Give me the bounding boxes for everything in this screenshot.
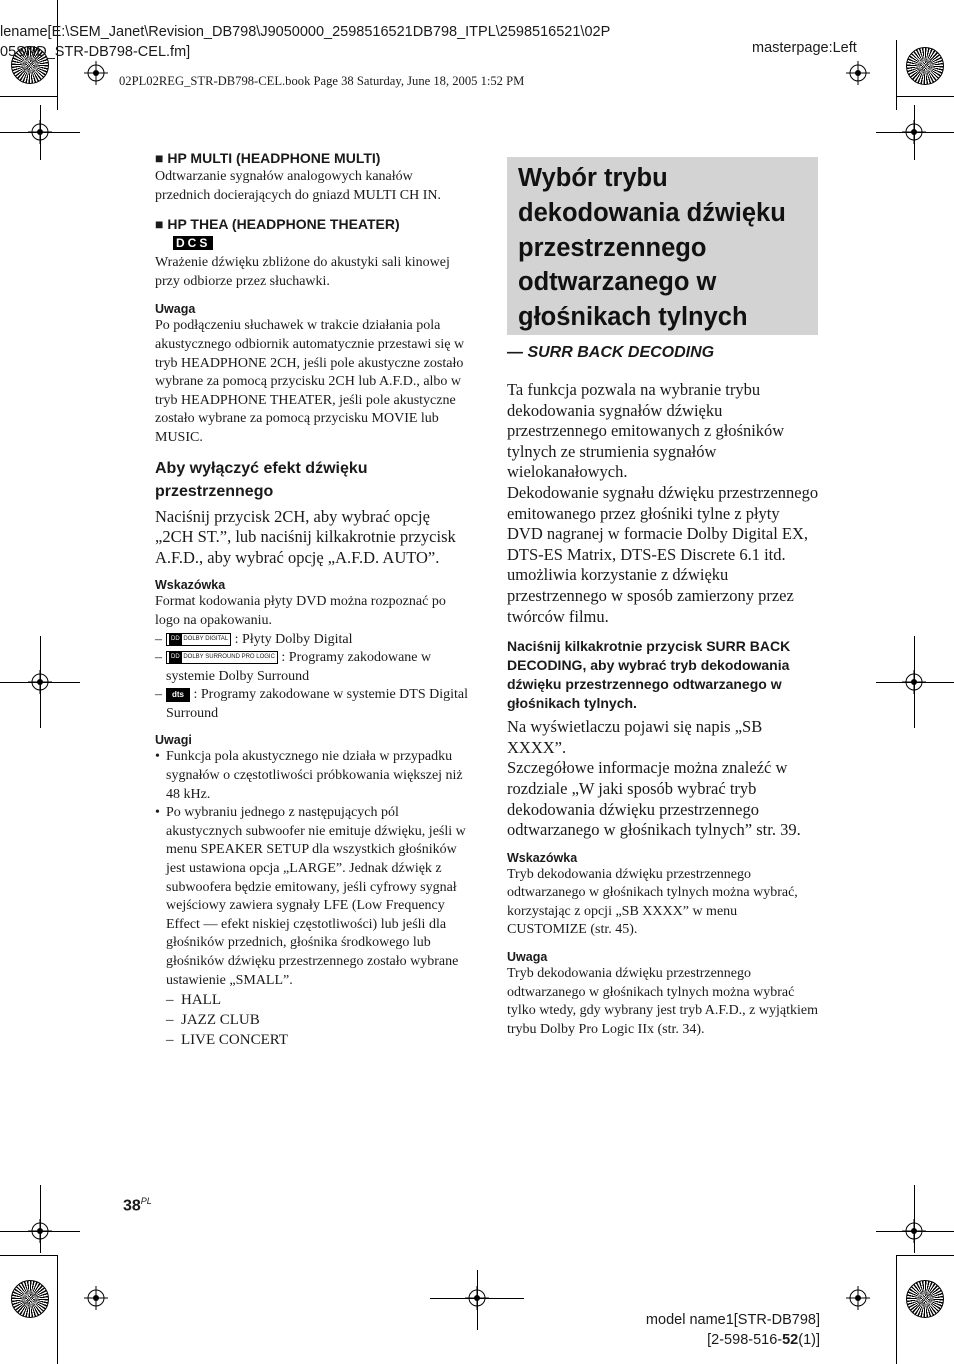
registration-crosshair-icon <box>846 1286 870 1310</box>
registration-crosshair-icon <box>84 61 108 85</box>
book-info: 02PL02REG_STR-DB798-CEL.book Page 38 Saturday, June 18, 2005 1:52 PM <box>119 74 525 88</box>
dts-logo-icon: dts <box>166 688 190 702</box>
page-number: $38^{PL}$ <box>123 1196 152 1215</box>
filename-line-2: 05SND_STR-DB798-CEL.fm] <box>0 44 191 60</box>
disable-surround-text: Naciśnij przycisk 2CH, aby wybrać opcję „2CH ST.”, lub naciśnij kilkakrotnie przycisk A.F.D., aby wybrać opcję „A.F.D. AUTO”. <box>155 506 456 567</box>
hp-multi-text: Odtwarzanie sygnałów analogowych kanałów przednich docierających do gniazd MULTI CH IN. <box>155 169 441 203</box>
dolby-surround-logo-icon: DD DOLBY SURROUND PRO LOGIC <box>166 651 278 664</box>
section-subtitle: — SURR BACK DECODING <box>507 344 715 361</box>
dcs-badge: DCS <box>173 236 213 250</box>
wskazowka-text: Format kodowania płyty DVD można rozpoznać po logo na opakowaniu. <box>155 594 446 628</box>
wskazowka-heading: Wskazówka <box>507 850 578 865</box>
list-item: – HALL <box>166 992 221 1009</box>
uwaga-text: Po podłączeniu słuchawek w trakcie działania pola akustycznego odbiornik automatycznie przestawi się w tryb HEADPHONE 2CH, jeśli pole akustyczne zostało wybrane za pomocą przycisku 2CH lub A.F.D., albo w tryb HEADPHONE THEATER, jeśli pole akustyczne zostało wybrane za pomocą przycisku MOVIE lub MUSIC. <box>155 318 465 445</box>
list-item: • Po wybraniu jednego z następujących pól akustycznych subwoofer nie emituje dźwięku, jeśli w menu SPEAKER SETUP dla wszystkich głośników jest ustawiona opcja „LARGE”. Jednak dźwięk z subwoofera będzie emitowany, jeśli cyfrowy sygnał wejściowy zawiera sygnały LFE (Low Frequency Effect — efekt niskiej częstotliwości) lub jeśli dla głośników przednich, głośnika środkowego lub głośników dźwięku przestrzennego zostało wybrane ustawienie „SMALL”. <box>155 804 470 990</box>
list-item: – DD DOLBY SURROUND PRO LOGIC : Programy zakodowane w systemie Dolby Surround <box>155 650 432 684</box>
registration-crosshair-icon <box>846 61 870 85</box>
instruction-step: Naciśnij kilkakrotnie przycisk SURR BACK DECODING, aby wybrać tryb dekodowania dźwięku przestrzennego odtwarzanego w głośnikach tylnych. <box>507 638 791 712</box>
model-line-2: [2-598-516-52(1)] <box>707 1332 820 1348</box>
registration-crosshair-icon <box>84 1286 108 1310</box>
masterpage-label: masterpage:Left <box>752 40 857 56</box>
model-line-1: model name1[STR-DB798] <box>645 1312 820 1328</box>
uwaga-heading: Uwaga <box>155 302 196 317</box>
sound-field-list <box>155 990 470 1050</box>
display-paragraph: Na wyświetlaczu pojawi się napis „SB XXXX”. <box>507 717 763 757</box>
uwagi-list <box>155 748 470 990</box>
uwagi-heading: Uwagi <box>155 733 192 748</box>
hp-thea-heading: ■ HP THEA (HEADPHONE THEATER) <box>155 216 400 233</box>
list-item: – DD DOLBY DIGITAL : Płyty Dolby Digital <box>155 631 353 647</box>
wskazowka-heading: Wskazówka <box>155 578 226 593</box>
model-info <box>646 1310 820 1350</box>
list-item: – dts : Programy zakodowane w systemie DTS Digital Surround <box>155 687 469 721</box>
hp-thea-text: Wrażenie dźwięku zbliżone do akustyki sali kinowej przy odbiorze przez słuchawki. <box>155 255 450 289</box>
list-item: – JAZZ CLUB <box>166 1012 260 1029</box>
registration-rosette-icon <box>906 1280 944 1318</box>
intro-paragraph: Ta funkcja pozwala na wybranie trybu dekodowania sygnałów dźwięku przestrzennego emitowanych z głośników tylnych ze strumienia sygnałów wielokanałowych. <box>507 380 785 482</box>
registration-rosette-icon <box>906 47 944 85</box>
decoding-paragraph: Dekodowanie sygnału dźwięku przestrzennego emitowanego przez głośniki tylne z płyty DVD nagranej w formacie Dolby Digital EX, DTS-ES Matrix, DTS-ES Discrete 6.1 itd. umożliwia korzystanie z dźwięku przestrzennego w sposób zamierzony przez twórców filmu. <box>507 482 819 626</box>
uwaga-heading: Uwaga <box>507 950 548 965</box>
list-item: – LIVE CONCERT <box>166 1032 289 1049</box>
list-item: • Funkcja pola akustycznego nie działa w przypadku sygnałów o częstotliwości próbkowania większej niż 48 kHz. <box>155 748 470 804</box>
right-column <box>507 343 819 1039</box>
wskazowka-text: Tryb dekodowania dźwięku przestrzennego odtwarzanego w głośnikach tylnych można wybrać, korzystając z opcji „SB XXXX” w menu CUSTOMIZE (str. 45). <box>507 866 798 938</box>
dolby-digital-logo-icon: DD DOLBY DIGITAL <box>166 633 231 646</box>
disable-surround-heading: Aby wyłączyć efekt dźwięku przestrzennego <box>155 459 368 500</box>
uwaga-text: Tryb dekodowania dźwięku przestrzennego odtwarzanego w głośnikach tylnych można wybrać tylko wtedy, gdy wybrany jest tryb A.F.D., z wyjątkiem trybu Dolby Pro Logic IIx (str. 34). <box>507 966 818 1037</box>
reference-paragraph: Szczegółowe informacje można znaleźć w rozdziale „W jaki sposób wybrać tryb dekodowania dźwięku przestrzennego odtwarzanego w głośnikach tylnych” str. 39. <box>507 758 801 840</box>
registration-rosette-icon <box>11 1280 49 1318</box>
page-title: Wybór trybu dekodowania dźwięku przestrzennego odtwarzanego w głośnikach tylnych <box>518 164 786 332</box>
filename-line-1: lename[E:\SEM_Janet\Revision_DB798\J9050000_2598516521DB798_ITPL\2598516521\02P <box>0 24 611 40</box>
hp-multi-heading: ■ HP MULTI (HEADPHONE MULTI) <box>155 150 381 166</box>
filename-header <box>0 22 610 62</box>
section-title-box <box>507 157 818 335</box>
left-column <box>155 147 470 1050</box>
